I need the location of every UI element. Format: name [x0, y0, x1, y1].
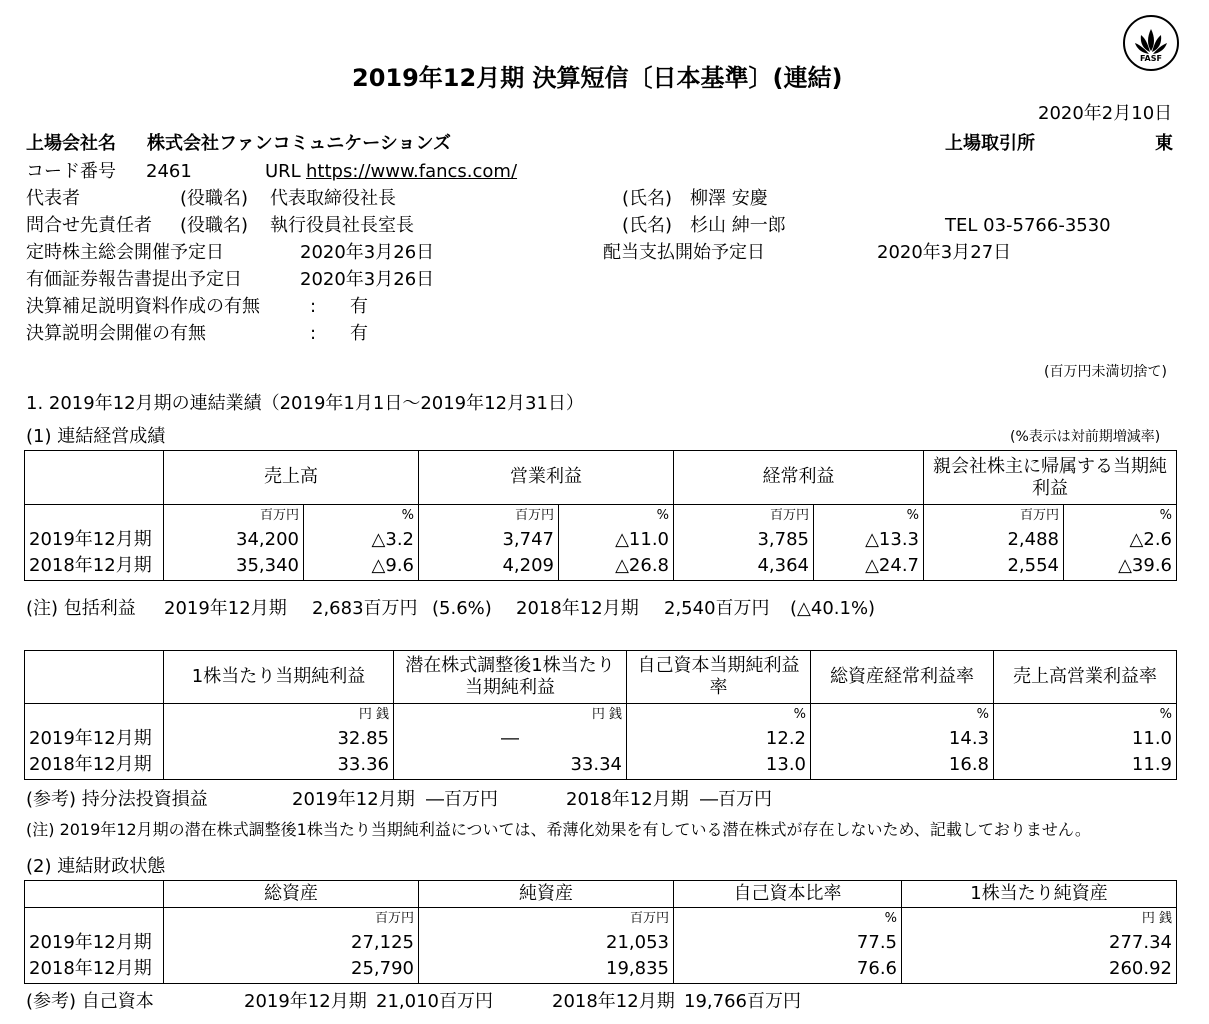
fasf-logo — [1123, 15, 1179, 71]
equity-method-value1: ―百万円 — [426, 789, 498, 810]
contact-name: 杉山 紳一郎 — [690, 215, 786, 236]
comprehensive-income-label: (注) 包括利益 — [26, 598, 136, 619]
page-title: 2019年12月期 決算短信〔日本基準〕(連結) — [352, 64, 843, 92]
row-label: 2019年12月期 — [25, 726, 164, 753]
value-cell: 11.9 — [994, 753, 1177, 780]
equity-value2: 19,766百万円 — [684, 991, 801, 1012]
supp-value: 有 — [350, 296, 368, 317]
value-cell: △9.6 — [304, 554, 419, 581]
corner-cell — [25, 651, 164, 704]
value-cell: 4,209 — [419, 554, 559, 581]
col-header: 売上高 — [164, 451, 419, 505]
value-cell: 33.36 — [164, 753, 394, 780]
equity-method-year1: 2019年12月期 — [292, 789, 415, 810]
col-header: 純資産 — [419, 881, 674, 908]
equity-method-value2: ―百万円 — [700, 789, 772, 810]
value-cell: 77.5 — [674, 930, 902, 957]
contact-name-label: (氏名) — [622, 215, 673, 236]
comprehensive-income-value2: 2,540百万円 — [664, 598, 770, 619]
brief-label: 決算説明会開催の有無 — [26, 323, 206, 344]
rounding-note: (百万円未満切捨て) — [1044, 364, 1167, 380]
value-cell: 32.85 — [164, 726, 394, 753]
report-date-value: 2020年3月26日 — [300, 269, 435, 290]
col-header: 1株当たり純資産 — [902, 881, 1177, 908]
row-label: 2019年12月期 — [25, 527, 164, 554]
brief-value: 有 — [350, 323, 368, 344]
unit-cell: 円 銭 — [394, 704, 627, 726]
equity-year2: 2018年12月期 — [552, 991, 675, 1012]
unit-cell: 円 銭 — [902, 908, 1177, 930]
unit-cell: % — [674, 908, 902, 930]
col-header: 潜在株式調整後1株当たり当期純利益 — [394, 651, 627, 704]
rep-title-label: (役職名) — [180, 188, 249, 209]
value-cell: 11.0 — [994, 726, 1177, 753]
exchange-value: 東 — [1155, 133, 1173, 154]
contact-tel: TEL 03-5766-3530 — [945, 215, 1111, 236]
unit-cell: % — [814, 505, 924, 527]
label-cell — [25, 908, 164, 930]
value-cell: 3,785 — [674, 527, 814, 554]
value-cell: 13.0 — [627, 753, 811, 780]
col-header: 営業利益 — [419, 451, 674, 505]
value-cell: △39.6 — [1064, 554, 1177, 581]
col-header: 経常利益 — [674, 451, 924, 505]
equity-label: (参考) 自己資本 — [26, 991, 154, 1012]
col-header: 自己資本比率 — [674, 881, 902, 908]
comprehensive-income-year1: 2019年12月期 — [164, 598, 287, 619]
report-label: 有価証券報告書提出予定日 — [26, 269, 242, 290]
contact-label: 問合せ先責任者 — [26, 215, 152, 236]
value-cell: 12.2 — [627, 726, 811, 753]
value-cell: 4,364 — [674, 554, 814, 581]
equity-value1: 21,010百万円 — [376, 991, 493, 1012]
value-cell: 14.3 — [811, 726, 994, 753]
equity-year1: 2019年12月期 — [244, 991, 367, 1012]
agm-label: 定時株主総会開催予定日 — [26, 242, 224, 263]
value-cell: △3.2 — [304, 527, 419, 554]
col-header: 売上高営業利益率 — [994, 651, 1177, 704]
comprehensive-income-pct1: (5.6%) — [432, 598, 492, 619]
label-cell — [25, 704, 164, 726]
contact-title: 執行役員社長室長 — [270, 215, 414, 236]
dividend-date: 2020年3月27日 — [877, 242, 1012, 263]
unit-cell: % — [304, 505, 419, 527]
value-cell: △24.7 — [814, 554, 924, 581]
value-cell: △26.8 — [559, 554, 674, 581]
col-header: 総資産 — [164, 881, 419, 908]
corner-cell — [25, 881, 164, 908]
value-cell: 76.6 — [674, 957, 902, 984]
value-cell: 25,790 — [164, 957, 419, 984]
value-cell: 277.34 — [902, 930, 1177, 957]
value-cell: 33.34 — [394, 753, 627, 780]
unit-cell: 百万円 — [674, 505, 814, 527]
brief-colon: : — [310, 323, 317, 344]
unit-cell: 百万円 — [164, 505, 304, 527]
value-cell: 2,554 — [924, 554, 1064, 581]
financial-position-table — [24, 880, 1177, 984]
row-label: 2018年12月期 — [25, 554, 164, 581]
value-cell: 21,053 — [419, 930, 674, 957]
value-cell: △11.0 — [559, 527, 674, 554]
contact-title-label: (役職名) — [180, 215, 249, 236]
equity-method-label: (参考) 持分法投資損益 — [26, 789, 208, 810]
col-header: 総資産経常利益率 — [811, 651, 994, 704]
unit-cell: % — [559, 505, 674, 527]
equity-method-year2: 2018年12月期 — [566, 789, 689, 810]
value-cell: 2,488 — [924, 527, 1064, 554]
unit-cell: 百万円 — [164, 908, 419, 930]
exchange-label: 上場取引所 — [945, 133, 1035, 154]
label-cell — [25, 505, 164, 527]
report-date: 2020年2月10日 — [1038, 103, 1173, 124]
value-cell: 27,125 — [164, 930, 419, 957]
section2-title: (2) 連結財政状態 — [26, 856, 166, 877]
per-share-table — [24, 650, 1177, 780]
col-header: 親会社株主に帰属する当期純利益 — [924, 451, 1177, 505]
value-cell: △2.6 — [1064, 527, 1177, 554]
row-label: 2018年12月期 — [25, 957, 164, 984]
section1-title: 1. 2019年12月期の連結業績（2019年1月1日〜2019年12月31日） — [26, 393, 584, 414]
unit-cell: % — [1064, 505, 1177, 527]
unit-cell: 百万円 — [924, 505, 1064, 527]
unit-cell: 百万円 — [419, 908, 674, 930]
company-name-label: 上場会社名 — [26, 133, 116, 154]
value-cell: 3,747 — [419, 527, 559, 554]
agm-date: 2020年3月26日 — [300, 242, 435, 263]
col-header: 自己資本当期純利益率 — [627, 651, 811, 704]
dilution-note: (注) 2019年12月期の潜在株式調整後1株当たり当期純利益については、希薄化効果を有している潜在株式が存在しないため、記載しておりません。 — [26, 820, 1091, 839]
value-cell: △13.3 — [814, 527, 924, 554]
section1-sub1: (1) 連結経営成績 — [26, 426, 166, 447]
dividend-label: 配当支払開始予定日 — [603, 242, 765, 263]
unit-cell: 円 銭 — [164, 704, 394, 726]
comprehensive-income-value1: 2,683百万円 — [312, 598, 418, 619]
code-value: 2461 — [146, 161, 192, 182]
supp-label: 決算補足説明資料作成の有無 — [26, 296, 260, 317]
value-cell: 35,340 — [164, 554, 304, 581]
value-cell: 34,200 — [164, 527, 304, 554]
value-cell: ― — [394, 726, 627, 753]
code-label: コード番号 — [26, 161, 116, 182]
comprehensive-income-year2: 2018年12月期 — [516, 598, 639, 619]
value-cell: 19,835 — [419, 957, 674, 984]
unit-cell: 百万円 — [419, 505, 559, 527]
col-header: 1株当たり当期純利益 — [164, 651, 394, 704]
company-url-link[interactable]: https://www.fancs.com/ — [306, 161, 518, 182]
logo-text: FASF — [1140, 54, 1162, 63]
row-label: 2018年12月期 — [25, 753, 164, 780]
pct-note: (%表示は対前期増減率) — [1010, 429, 1161, 445]
unit-cell: % — [627, 704, 811, 726]
supp-colon: : — [310, 296, 317, 317]
rep-name-label: (氏名) — [622, 188, 673, 209]
url-label: URL — [265, 161, 301, 182]
row-label: 2019年12月期 — [25, 930, 164, 957]
rep-title: 代表取締役社長 — [270, 188, 396, 209]
unit-cell: % — [811, 704, 994, 726]
company-name: 株式会社ファンコミュニケーションズ — [147, 133, 452, 154]
value-cell: 16.8 — [811, 753, 994, 780]
rep-label: 代表者 — [26, 188, 80, 209]
rep-name: 柳澤 安慶 — [690, 188, 768, 209]
corner-cell — [25, 451, 164, 505]
value-cell: 260.92 — [902, 957, 1177, 984]
unit-cell: % — [994, 704, 1177, 726]
operating-results-table — [24, 450, 1177, 581]
comprehensive-income-pct2: (△40.1%) — [790, 598, 876, 619]
